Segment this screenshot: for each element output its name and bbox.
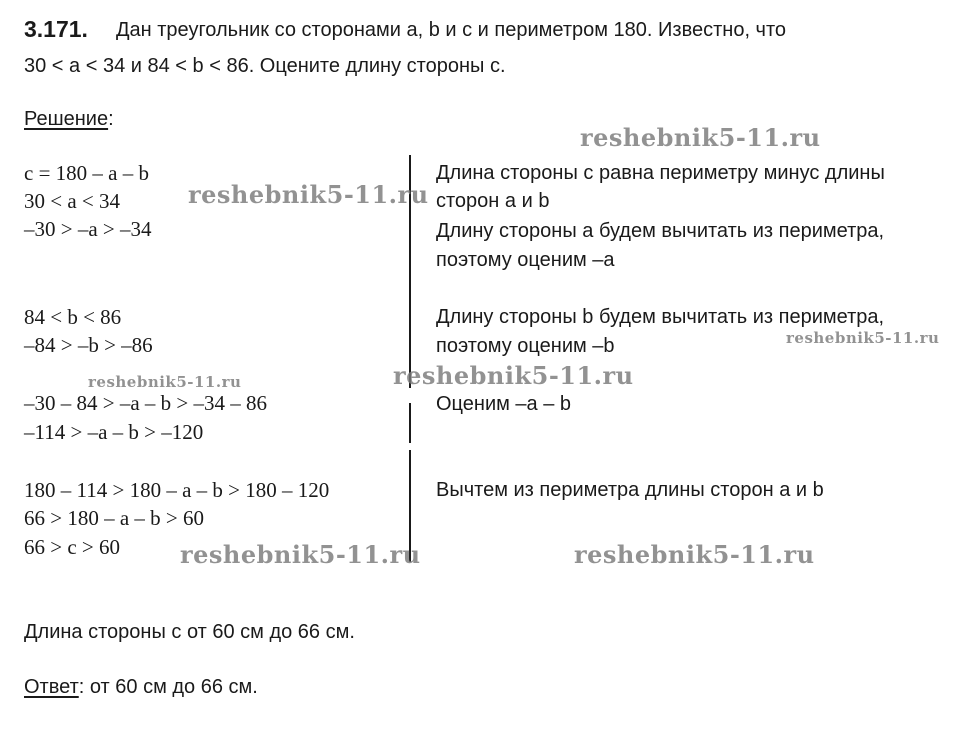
explanation-line-6: поэтому оценим –b bbox=[436, 335, 615, 357]
watermark-6: reshebnik5-11.ru bbox=[180, 540, 421, 569]
watermark-3: reshebnik5-11.ru bbox=[786, 329, 940, 347]
column-divider-middle bbox=[409, 403, 411, 443]
watermark-7: reshebnik5-11.ru bbox=[574, 540, 815, 569]
calc-line-7: –114 > –а – b > –120 bbox=[24, 420, 204, 444]
solution-heading bbox=[24, 109, 114, 129]
explanation-line-8: Вычтем из периметра длины сторон a и b bbox=[436, 479, 824, 501]
answer-colon: : bbox=[78, 676, 85, 698]
calc-line-2: 30 < а < 34 bbox=[24, 189, 121, 213]
answer-line bbox=[24, 677, 258, 697]
explanation-line-4: поэтому оценим –а bbox=[436, 249, 615, 271]
watermark-2: reshebnik5-11.ru bbox=[188, 180, 429, 209]
solution-heading-colon: : bbox=[108, 108, 114, 130]
calc-line-10: 66 > с > 60 bbox=[24, 535, 121, 559]
problem-number: 3.171. bbox=[24, 16, 88, 42]
calc-line-6: –30 – 84 > –а – b > –34 – 86 bbox=[24, 391, 268, 415]
answer-text: от 60 см до 66 см. bbox=[84, 676, 258, 698]
calc-line-5: –84 > –b > –86 bbox=[24, 333, 153, 357]
problem-statement-line-1: Дан треугольник со сторонами a, b и с и периметром 180. Известно, что bbox=[116, 19, 787, 41]
solution-heading-label: Решение bbox=[24, 108, 109, 130]
explanation-line-7: Оценим –а – b bbox=[436, 393, 572, 415]
explanation-line-2: сторон a и b bbox=[436, 190, 550, 212]
conclusion-text: Длина стороны с от 60 см до 66 см. bbox=[24, 621, 355, 643]
problem-statement-line-2: 30 < а < 34 и 84 < b < 86. Оцените длину стороны с. bbox=[24, 55, 506, 77]
answer-label: Ответ bbox=[24, 676, 79, 698]
watermark-4: reshebnik5-11.ru bbox=[393, 361, 634, 390]
explanation-line-1: Длина стороны с равна периметру минус длины bbox=[436, 162, 885, 184]
watermark-5: reshebnik5-11.ru bbox=[88, 373, 242, 391]
calc-line-4: 84 < b < 86 bbox=[24, 305, 122, 329]
calc-line-9: 66 > 180 – а – b > 60 bbox=[24, 506, 205, 530]
calc-line-8: 180 – 114 > 180 – а – b > 180 – 120 bbox=[24, 478, 330, 502]
calc-line-3: –30 > –а > –34 bbox=[24, 217, 152, 241]
explanation-line-5: Длину стороны b будем вычитать из периметра, bbox=[436, 306, 885, 328]
calc-line-1: с = 180 – а – b bbox=[24, 161, 149, 185]
watermark-1: reshebnik5-11.ru bbox=[580, 123, 821, 152]
explanation-line-3: Длину стороны а будем вычитать из периметра, bbox=[436, 220, 885, 242]
